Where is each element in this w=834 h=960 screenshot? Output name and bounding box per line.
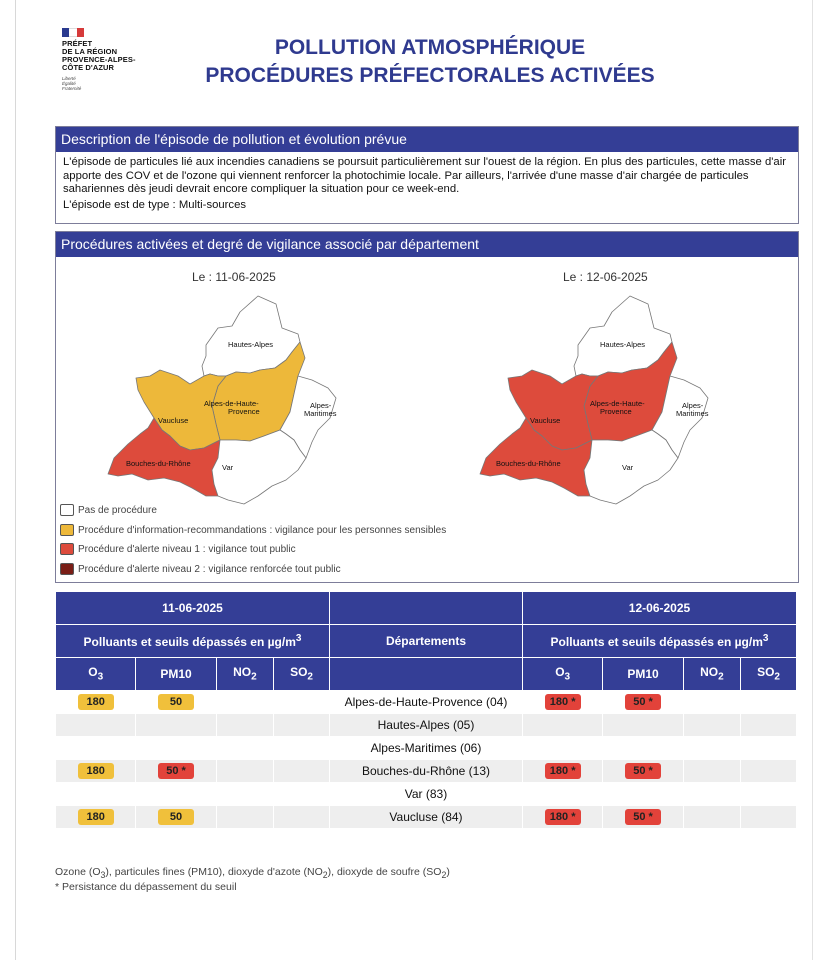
value-cell: [136, 714, 215, 736]
col-header-sub: 2: [307, 671, 313, 683]
col-header-main: O: [555, 665, 565, 680]
alert-badge: 50 *: [625, 694, 661, 710]
value-cell: [274, 714, 329, 736]
legend-item-info: [60, 524, 446, 536]
col-header-right-1: [603, 658, 682, 690]
alert-badge: 50 *: [158, 763, 194, 779]
page-edge-left: [15, 0, 16, 960]
value-cell: [136, 783, 215, 805]
legend-label: Procédure d'alerte niveau 2 : vigilance renforcée tout public: [78, 563, 341, 575]
legend-swatch: [60, 524, 74, 536]
col-header-left-1: [136, 658, 215, 690]
col-header-sub: 3: [97, 671, 104, 683]
alert-badge: 180 *: [545, 763, 581, 779]
value-cell: [274, 783, 329, 805]
col-header-main: NO: [233, 665, 252, 680]
value-cell: [684, 737, 740, 759]
footnote-persistence: * Persistance du dépassement du seuil: [55, 881, 237, 893]
value-cell: [56, 714, 135, 736]
value-cell: [274, 760, 329, 782]
department-name: Alpes-Maritimes (06): [330, 737, 522, 759]
col-header-main: PM10: [160, 667, 192, 681]
prefecture-logo: [62, 28, 152, 91]
episode-type: L'épisode est de type : Multi-sources: [63, 198, 247, 211]
info-badge: 180: [78, 763, 114, 779]
legend-item-alert-2: [60, 563, 341, 575]
col-header-main: SO: [290, 665, 308, 680]
table-body: [56, 691, 796, 828]
value-cell: [523, 783, 602, 805]
label-am-1: Alpes-: [310, 401, 332, 410]
label-hautes-alpes: Hautes-Alpes: [228, 340, 274, 349]
procedures-heading: Procédures activées et degré de vigilance associé par département: [56, 232, 798, 257]
value-cell: [741, 714, 796, 736]
table-row: [56, 714, 796, 736]
label-ahp-2: Provence: [228, 407, 260, 416]
value-cell: [136, 691, 215, 713]
value-cell: [217, 737, 273, 759]
value-cell: [684, 691, 740, 713]
date-left-header: 11-06-2025: [56, 592, 329, 624]
table-row: [56, 760, 796, 782]
departments-header: Départements: [330, 625, 522, 657]
value-cell: [603, 783, 682, 805]
label-hautes-alpes: Hautes-Alpes: [600, 340, 646, 349]
value-cell: [56, 760, 135, 782]
legend-label: Procédure d'alerte niveau 1 : vigilance tout public: [78, 543, 296, 555]
label-var: Var: [622, 463, 634, 472]
table-row: [56, 806, 796, 828]
legend-label: Pas de procédure: [78, 504, 157, 516]
col-header-right-3: [741, 658, 796, 690]
col-header-right-2: [684, 658, 740, 690]
value-cell: [136, 760, 215, 782]
value-cell: [684, 783, 740, 805]
label-var: Var: [222, 463, 234, 472]
col-header-blank: [330, 658, 522, 690]
value-cell: [217, 760, 273, 782]
motto-line-1: Liberté: [62, 76, 76, 81]
value-cell: [56, 806, 135, 828]
label-am-1: Alpes-: [682, 401, 704, 410]
value-cell: [56, 783, 135, 805]
description-text: L'épisode de particules lié aux incendies canadiens se poursuit particulièrement sur l'ouest de la région. En plus des particules, cette masse d'air apporte des COV et de l'ozone qui viennent renforcer la photochimie locale. Par ailleurs, l'arrivée d'une masse d'air chargée de particules sahariennes dès jeudi devrait encore compliquer la situation pour ce week-end.: [63, 156, 786, 196]
value-cell: [217, 714, 273, 736]
pollutants-table: [55, 591, 797, 829]
motto: [62, 76, 152, 91]
legend-label: Procédure d'information-recommandations : vigilance pour les personnes sensibles: [78, 524, 447, 536]
value-cell: [217, 783, 273, 805]
value-cell: [741, 737, 796, 759]
value-cell: [136, 806, 215, 828]
map-12-06: [472, 290, 712, 510]
col-header-sub: 2: [718, 671, 724, 683]
info-badge: 50: [158, 694, 194, 710]
pollutant-columns-row: [56, 658, 796, 690]
value-cell: [274, 691, 329, 713]
value-cell: [603, 714, 682, 736]
legend-swatch: [60, 563, 74, 575]
department-name: Vaucluse (84): [330, 806, 522, 828]
alert-badge: 180 *: [545, 694, 581, 710]
title-line-2: PROCÉDURES PRÉFECTORALES ACTIVÉES: [205, 64, 655, 87]
value-cell: [741, 760, 796, 782]
map-date-right: Le : 12-06-2025: [563, 270, 648, 284]
value-cell: [523, 760, 602, 782]
value-cell: [684, 760, 740, 782]
label-vaucluse: Vaucluse: [530, 416, 561, 425]
value-cell: [603, 806, 682, 828]
table-row: [56, 737, 796, 759]
pollutants-header-sup: 3: [295, 633, 302, 644]
col-header-main: PM10: [627, 667, 659, 681]
description-panel: [55, 126, 799, 224]
description-heading: Description de l'épisode de pollution et évolution prévue: [56, 127, 798, 152]
label-am-2: Maritimes: [676, 409, 709, 418]
label-am-2: Maritimes: [304, 409, 337, 418]
value-cell: [56, 691, 135, 713]
value-cell: [217, 806, 273, 828]
footnote-sub: 2: [322, 870, 328, 881]
value-cell: [603, 760, 682, 782]
col-header-right-0: [523, 658, 602, 690]
info-badge: 180: [78, 809, 114, 825]
pollutants-header-right: [523, 625, 796, 657]
info-badge: 180: [78, 694, 114, 710]
footnote-part: ), dioxyde de soufre (SO: [327, 866, 442, 878]
col-header-sub: 2: [774, 671, 780, 683]
label-bdr: Bouches-du-Rhône: [496, 459, 561, 468]
alert-badge: 50 *: [625, 809, 661, 825]
legend-swatch: [60, 543, 74, 555]
footnote-sub: 3: [100, 870, 106, 881]
department-name: Alpes-de-Haute-Provence (04): [330, 691, 522, 713]
blank-header: [330, 592, 522, 624]
map-11-06: [100, 290, 340, 510]
department-name: Var (83): [330, 783, 522, 805]
legend-item-none: [60, 504, 157, 516]
alert-badge: 180 *: [545, 809, 581, 825]
title-line-1: POLLUTION ATMOSPHÉRIQUE: [274, 36, 586, 59]
legend-swatch: [60, 504, 74, 516]
logo-line-1: PRÉFET: [62, 39, 93, 48]
page-title: [160, 34, 700, 90]
footnote-part: Ozone (O: [55, 866, 101, 878]
value-cell: [56, 737, 135, 759]
value-cell: [217, 691, 273, 713]
label-ahp-1: Alpes-de-Haute-: [590, 399, 645, 408]
label-ahp-2: Provence: [600, 407, 632, 416]
value-cell: [136, 737, 215, 759]
logo-line-3: PROVENCE-ALPES-: [62, 55, 136, 64]
motto-line-2: Égalité: [62, 81, 76, 86]
date-right-header: 12-06-2025: [523, 592, 796, 624]
motto-line-3: Fraternité: [62, 86, 82, 91]
pollutants-header-text: Polluants et seuils dépassés en µg/m: [550, 635, 763, 649]
french-flag-icon: [62, 28, 84, 37]
value-cell: [684, 714, 740, 736]
value-cell: [523, 691, 602, 713]
pollutants-header-sup: 3: [762, 633, 769, 644]
col-header-main: SO: [757, 665, 775, 680]
value-cell: [603, 691, 682, 713]
pollutants-header-text: Polluants et seuils dépassés en µg/m: [83, 635, 296, 649]
pollutants-header-left: [56, 625, 329, 657]
col-header-left-0: [56, 658, 135, 690]
footnote-sub: 2: [441, 870, 447, 881]
col-header-left-3: [274, 658, 329, 690]
value-cell: [523, 806, 602, 828]
col-header-sub: 2: [251, 671, 257, 683]
footnote-pollutants: [55, 866, 450, 880]
value-cell: [523, 714, 602, 736]
value-cell: [274, 806, 329, 828]
legend-item-alert-1: [60, 543, 296, 555]
footnote-part: ): [446, 866, 450, 878]
alert-badge: 50 *: [625, 763, 661, 779]
col-header-main: NO: [700, 665, 719, 680]
footnote-part: ), particules fines (PM10), dioxyde d'azote (NO: [105, 866, 323, 878]
table-row: [56, 783, 796, 805]
value-cell: [523, 737, 602, 759]
department-name: Bouches-du-Rhône (13): [330, 760, 522, 782]
label-vaucluse: Vaucluse: [158, 416, 189, 425]
value-cell: [741, 691, 796, 713]
logo-line-2: DE LA RÉGION: [62, 47, 118, 56]
col-header-main: O: [88, 665, 98, 680]
label-bdr: Bouches-du-Rhône: [126, 459, 191, 468]
department-name: Hautes-Alpes (05): [330, 714, 522, 736]
value-cell: [684, 806, 740, 828]
logo-line-4: CÔTE D'AZUR: [62, 63, 115, 72]
value-cell: [741, 783, 796, 805]
col-header-sub: 3: [564, 671, 571, 683]
map-date-left: Le : 11-06-2025: [192, 270, 276, 284]
page-edge-right: [812, 0, 813, 960]
value-cell: [741, 806, 796, 828]
info-badge: 50: [158, 809, 194, 825]
label-ahp-1: Alpes-de-Haute-: [204, 399, 259, 408]
col-header-left-2: [217, 658, 273, 690]
value-cell: [274, 737, 329, 759]
value-cell: [603, 737, 682, 759]
table-row: [56, 691, 796, 713]
